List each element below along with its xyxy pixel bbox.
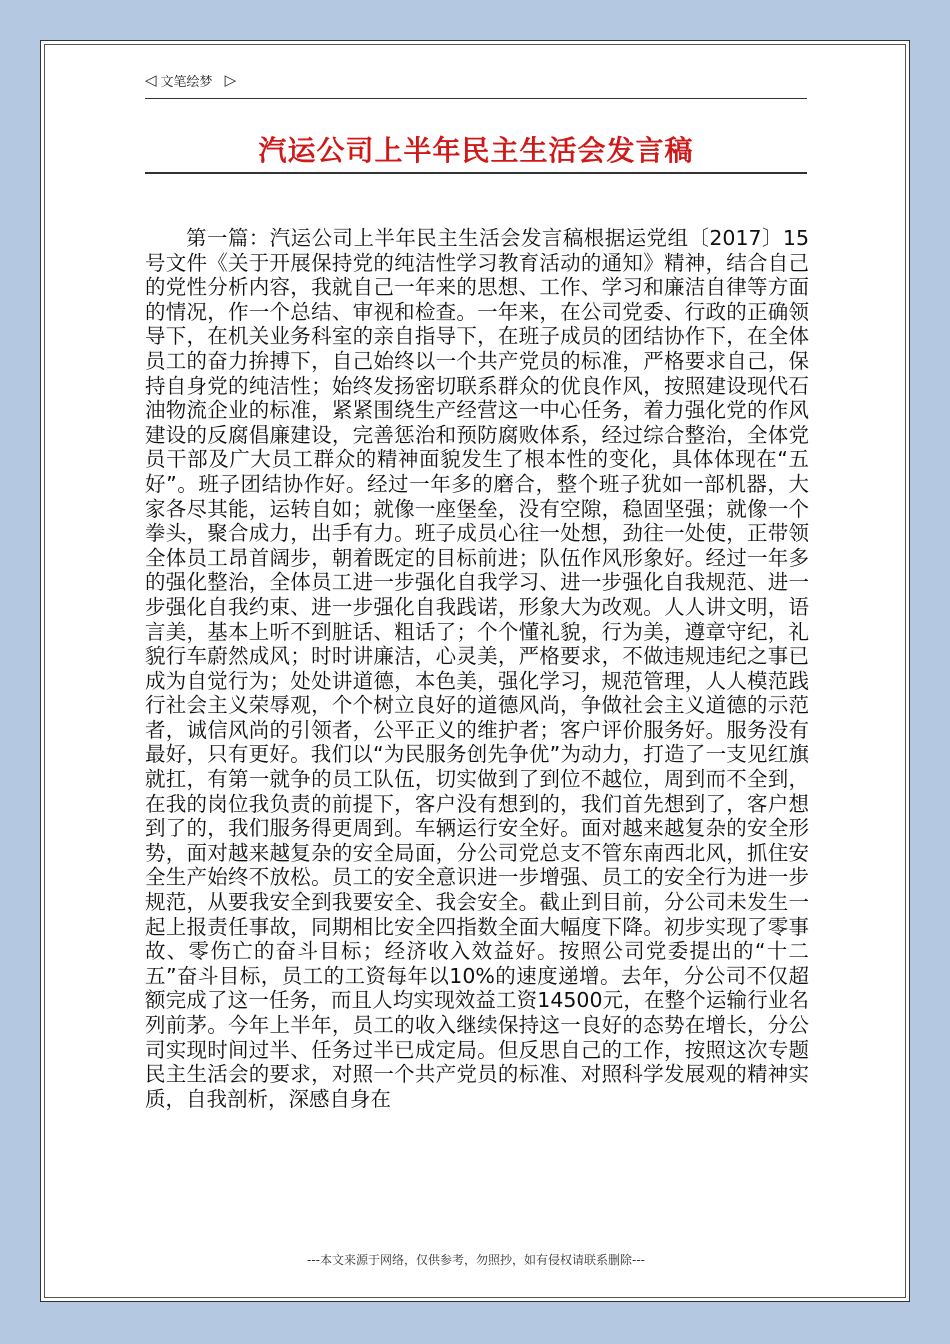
document-title: 汽运公司上半年民主生活会发言稿 — [258, 134, 694, 167]
header-divider — [145, 98, 807, 99]
document-body: 第一篇：汽运公司上半年民主生活会发言稿根据运党组〔2017〕15号文件《关于开展保持党的纯洁性学习教育活动的通知》精神，结合自己的党性分析内容，我就自己一年来的思想、工作、学习和廉洁自律等方面的情况，作一个总结、审视和检查。一年来，在公司党委、行政的正确领导下，在机关业务科室的亲自指导下，在班子成员的团结协作下，在全体员工的奋力拚搏下，自己始终以一个共产党员的标准，严格要求自己，保持自身党的纯洁性；始终发扬密切联系群众的优良作风，按照建设现代石油物流企业的标准，紧紧围绕生产经营这一中心任务，着力强化党的作风建设的反腐倡廉建设，完善惩治和预防腐败体系，经过综合整治，全体党员干部及广大员工群众的精神面貌发生了根本性的变化，具体体现在“五好”。班子团结协作好。经过一年多的磨合，整个班子犹如一部机器，大家各尽其能，运转自如；就像一座堡垒，没有空隙，稳固坚强；就像一个拳头，聚合成力，出手有力。班子成员心往一处想，劲往一处使，正带领全体员工昂首阔步，朝着既定的目标前进；队伍作风形象好。经过一年多的强化整治，全体员工进一步强化自我学习、进一步强化自我规范、进一步强化自我约束、进一步强化自我践诺，形象大为改观。人人讲文明，语言美，基本上听不到脏话、粗话了；个个懂礼貌，行为美，遵章守纪，礼貌行车蔚然成风；时时讲廉洁，心灵美，严格要求，不做违规违纪之事已成为自觉行为；处处讲道德，本色美，强化学习，规范管理，人人模范践行社会主义荣辱观，个个树立良好的道德风尚，争做社会主义道德的示范者，诚信风尚的引领者，公平正义的维护者；客户评价服务好。服务没有最好，只有更好。我们以“为民服务创先争优”为动力，打造了一支见红旗就扛，有第一就争的员工队伍，切实做到了到位不越位，周到而不全到，在我的岗位我负责的前提下，客户没有想到的，我们首先想到了，客户想到了的，我们服务得更周到。车辆运行安全好。面对越来越复杂的安全形势，面对越来越复杂的安全局面，分公司党总支不管东南西北风，抓住安全生产始终不放松。员工的安全意识进一步增强、员工的安全行为进一步规范，从要我安全到我要安全、我会安全。截止到目前，分公司未发生一起上报责任事故，同期相比安全四指数全面大幅度下降。初步实现了零事故、零伤亡的奋斗目标；经济收入效益好。按照公司党委提出的“十二五”奋斗目标，员工的工资每年以10%的速度递增。去年，分公司不仅超额完成了这一任务，而且人均实现效益工资14500元，在整个运输行业名列前茅。今年上半年，员工的收入继续保持这一良好的态势在增长，分公司实现时间过半、任务过半已成定局。但反思自己的工作，按照这次专题民主生活会的要求，对照一个共产党员的标准、对照科学发展观的精神实质，自我剖析，深感自身在 — [145, 226, 809, 1111]
triangle-right-icon: ▷ — [224, 70, 237, 89]
footer-disclaimer: ---本文来源于网络，仅供参考，勿照抄，如有侵权请联系删除--- — [307, 1253, 645, 1267]
triangle-left-icon: ◁ — [145, 70, 157, 89]
header-logo — [145, 69, 236, 91]
document-page — [40, 40, 910, 1302]
title-divider — [145, 172, 807, 174]
logo-text: 文笔绘梦 — [160, 74, 213, 90]
